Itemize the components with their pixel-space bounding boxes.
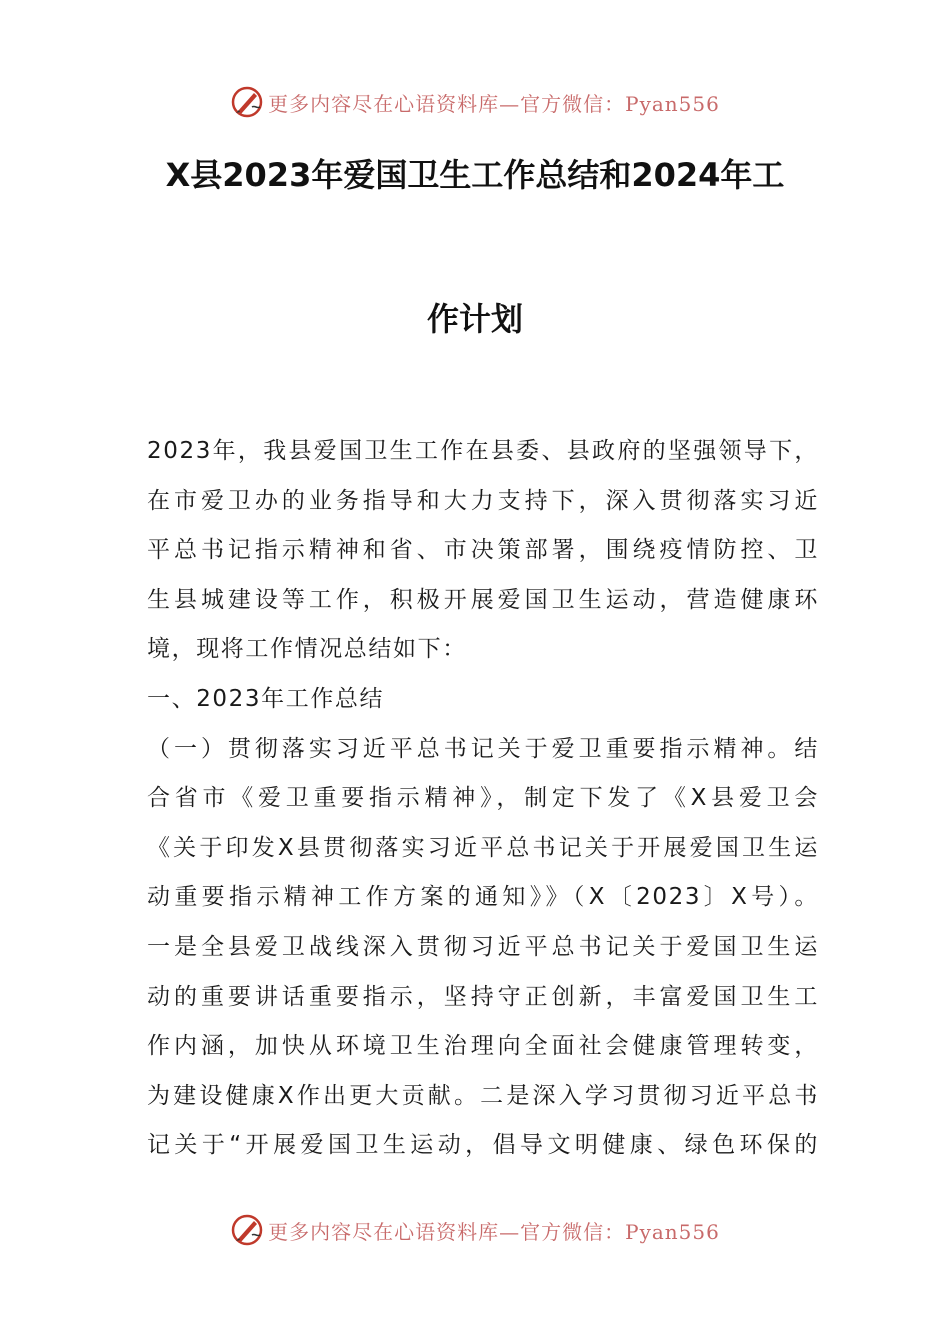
pen-logo-icon	[230, 1213, 264, 1247]
document-title-line-1: X县2023年爱国卫生工作总结和2024年工	[165, 156, 785, 194]
body-line: 记关于“开展爱国卫生运动，倡导文明健康、绿色环保的	[147, 1132, 819, 1159]
body-line: 动的重要讲话重要指示，坚持守正创新，丰富爱国卫生工	[147, 983, 819, 1010]
body-line: 作内涵，加快从环境卫生治理向全面社会健康管理转变，	[147, 1033, 819, 1060]
body-line: 在市爱卫办的业务指导和大力支持下，深入贯彻落实习近	[147, 487, 819, 514]
document-body	[147, 427, 819, 1171]
document-title-line-2: 作计划	[426, 300, 523, 338]
body-line: 合省市《爱卫重要指示精神》，制定下发了《X县爱卫会	[147, 785, 819, 812]
body-line: 生县城建设等工作，积极开展爱国卫生运动，营造健康环	[147, 586, 819, 613]
body-line: 2023年，我县爱国卫生工作在县委、县政府的坚强领导下，	[147, 438, 819, 464]
watermark-header	[0, 80, 950, 124]
body-line: 境，现将工作情况总结如下：	[147, 636, 467, 663]
pen-logo-icon	[230, 85, 264, 119]
section-heading: 一、2023年工作总结	[147, 685, 385, 712]
watermark-text: 更多内容尽在心语资料库—官方微信：Pyan556	[268, 1219, 720, 1244]
body-line: 《关于印发X县贯彻落实习近平总书记关于开展爱国卫生运	[147, 834, 819, 861]
body-line: 为建设健康X作出更大贡献。二是深入学习贯彻习近平总书	[147, 1082, 819, 1109]
body-line: 动重要指示精神工作方案的通知》》（X〔2023〕X号）。	[147, 884, 819, 911]
watermark-text: 更多内容尽在心语资料库—官方微信：Pyan556	[268, 91, 720, 116]
body-line: 一是全县爱卫战线深入贯彻习近平总书记关于爱国卫生运	[147, 933, 819, 960]
body-line: 平总书记指示精神和省、市决策部署，围绕疫情防控、卫	[147, 537, 819, 564]
body-line: （一）贯彻落实习近平总书记关于爱卫重要指示精神。结	[147, 735, 819, 762]
watermark-footer	[0, 1208, 950, 1252]
